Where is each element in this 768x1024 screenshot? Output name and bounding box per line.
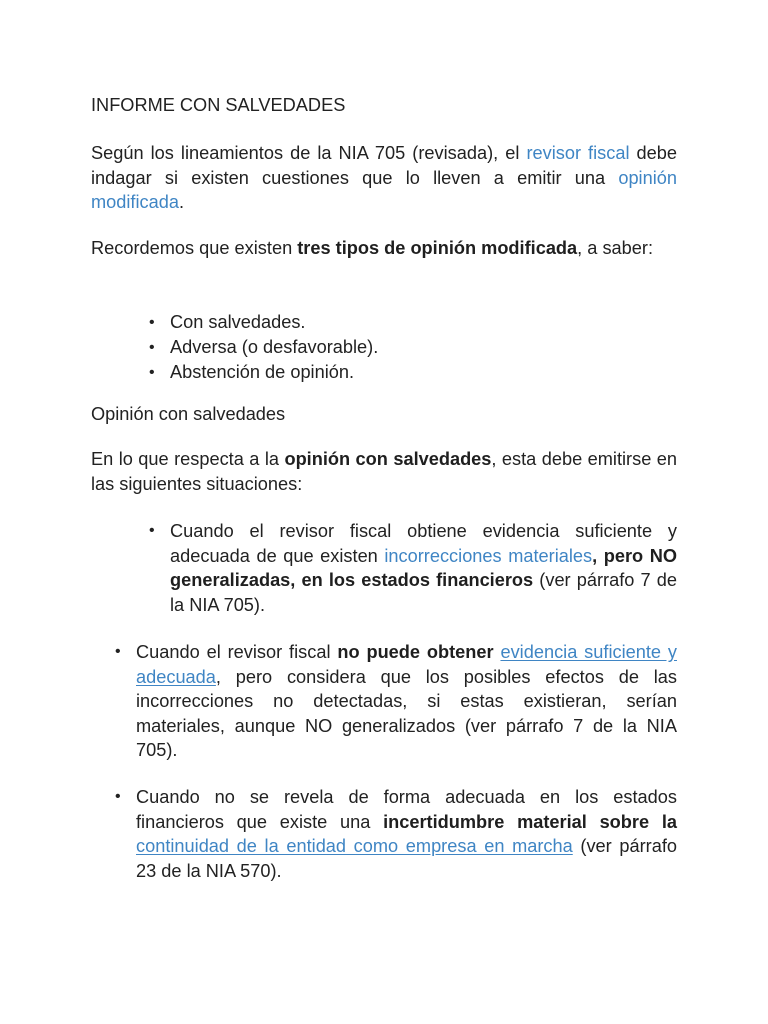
section-heading: Opinión con salvedades — [91, 404, 286, 424]
evidencia-link[interactable]: evidencia suficiente y adecuada — [136, 642, 677, 687]
incorrecciones-materiales-link[interactable]: incorrecciones materiales — [384, 545, 593, 566]
situations-bold: opinión con salvedades — [284, 449, 492, 469]
list-item-text: Adversa (o desfavorable). — [170, 337, 379, 357]
situation-text: Cuando el revisor fiscal — [136, 642, 338, 662]
bullet: • — [149, 314, 155, 331]
situation-text-2: (ver párrafo 7 de la NIA 705). — [170, 570, 677, 615]
types-text: Recordemos que existen — [91, 238, 298, 258]
opinion-types-list — [149, 310, 470, 385]
list-item-text: Con salvedades. — [170, 312, 306, 332]
list-item-text: Abstención de opinión. — [170, 362, 355, 382]
list-item — [115, 640, 677, 763]
situation-list-1 — [149, 519, 677, 617]
situations-paragraph — [91, 447, 677, 496]
situation-bold: , pero NO generalizadas, en los estados financieros — [170, 545, 677, 590]
revisor-fiscal-link[interactable]: revisor fiscal — [526, 143, 630, 163]
bullet: • — [115, 788, 121, 805]
intro-paragraph — [91, 141, 677, 215]
situation-bold: incertidumbre material sobre la — [383, 811, 677, 832]
intro-text: Según los lineamientos de la NIA 705 (revisada), el — [91, 143, 527, 163]
opinion-modificada-link[interactable]: opinión modificada — [91, 167, 677, 212]
situation-text: Cuando no se revela de forma adecuada en los estados financieros que existe una — [136, 787, 677, 832]
intro-text-2: debe indagar si existen cuestiones que lo lleven a emitir una — [91, 143, 678, 188]
bullet: • — [149, 364, 155, 381]
situation-text-2: (ver párrafo 23 de la NIA 570). — [136, 836, 677, 881]
intro-text-3: . — [178, 192, 185, 212]
situation-list-2 — [115, 640, 677, 763]
types-paragraph — [91, 236, 677, 261]
situation-text: Cuando el revisor fiscal obtiene evidencia suficiente y adecuada de que existen — [170, 521, 677, 566]
empresa-en-marcha-link[interactable]: continuidad de la entidad como empresa en marcha — [136, 836, 573, 856]
list-item — [115, 785, 677, 883]
list-item — [149, 310, 470, 335]
bullet: • — [149, 339, 155, 356]
situation-bold: no puede obtener — [337, 642, 494, 662]
list-item — [149, 360, 470, 385]
situations-text: En lo que respecta a la — [91, 449, 285, 469]
types-text-2: , a saber: — [577, 238, 653, 258]
document-title: INFORME CON SALVEDADES — [91, 95, 346, 115]
situation-list-3 — [115, 785, 677, 883]
bullet: • — [115, 643, 121, 660]
list-item — [149, 519, 677, 617]
types-bold: tres tipos de opinión modificada — [297, 238, 578, 258]
bullet: • — [149, 522, 155, 539]
situations-text-2: , esta debe emitirse en las siguientes situaciones: — [91, 449, 677, 494]
list-item — [149, 335, 470, 360]
situation-text-2: , pero considera que los posibles efectos de las incorrecciones no detectadas, si estas existieran, serían materiales, aunque NO generalizados (ver párrafo 7 de la NIA 705). — [136, 666, 677, 760]
